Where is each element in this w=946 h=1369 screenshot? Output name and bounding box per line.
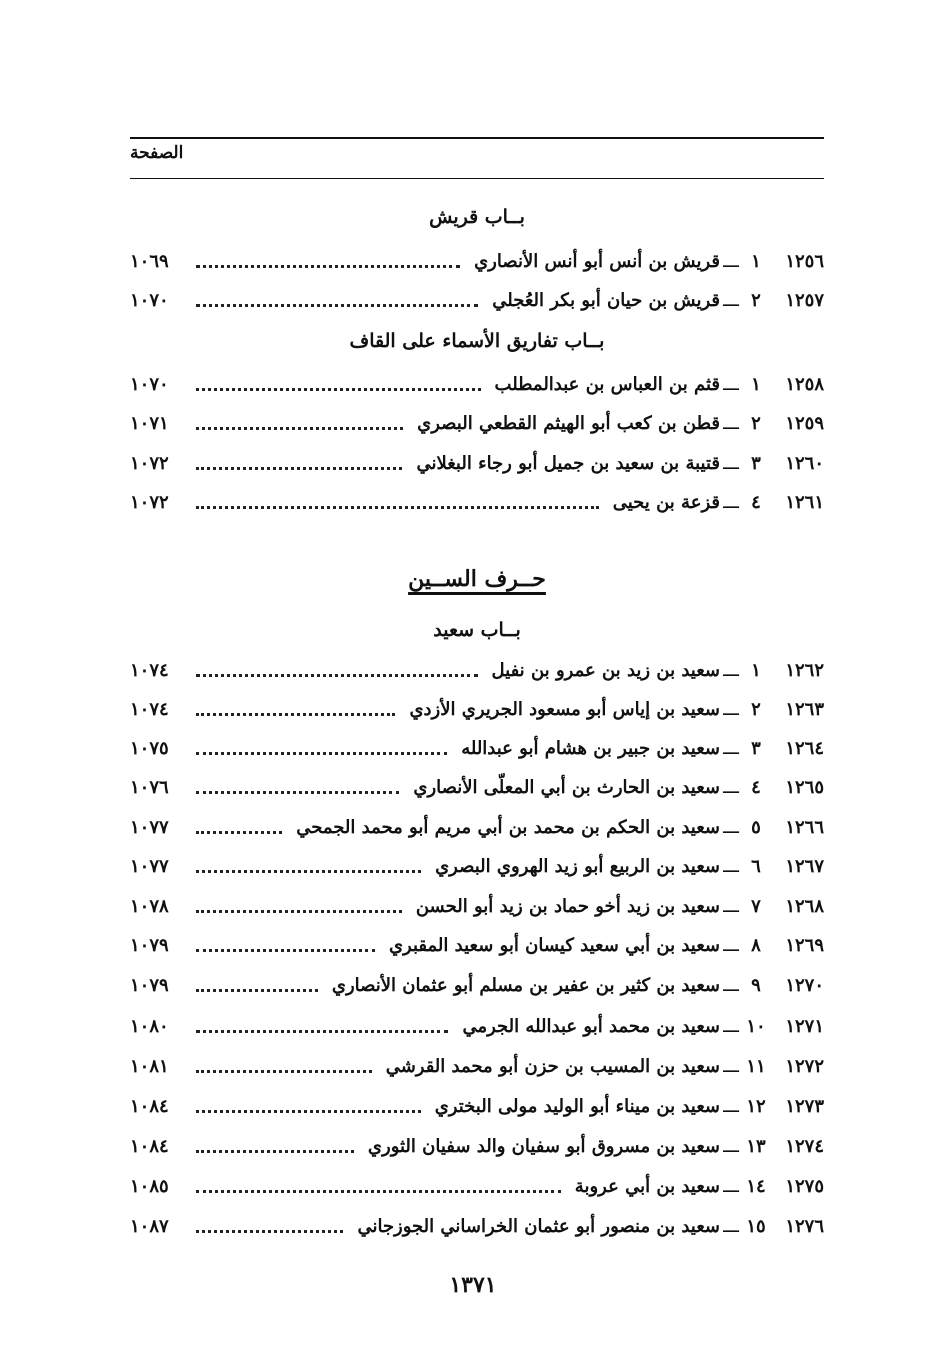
index-entry: ١٢٦٦ ٥ ـــ سعيد بن الحكم بن محمد بن أبي مريم أبو محمد الجمحي ١٠٧٧ — [130, 816, 824, 838]
index-entry: ١٢٦٧ ٦ ـــ سعيد بن الربيع أبو زيد الهروي البصري ١٠٧٧ — [130, 855, 824, 877]
index-entry: ١٢٥٨ ١ ـــ قثم بن العباس بن عبدالمطلب ١٠٧٠ — [130, 373, 824, 395]
section-heading-saeed: بــاب سعيد — [433, 619, 521, 641]
letter-heading-seen: حــرف الســين — [408, 566, 546, 592]
page-number: ١٣٧١ — [449, 1272, 497, 1298]
page-column-label: الصفحة — [130, 143, 184, 163]
leader-dots — [196, 1190, 561, 1193]
index-entry: ١٢٦٥ ٤ ـــ سعيد بن الحارث بن أبي المعلّى الأنصاري ١٠٧٦ — [130, 776, 824, 798]
leader-dots — [196, 1230, 343, 1233]
leader-dots — [196, 1070, 372, 1073]
leader-dots — [196, 467, 402, 470]
leader-dots — [196, 831, 282, 834]
leader-dots — [196, 949, 375, 952]
index-entry: ١٢٥٦ ١ ـــ قريش بن أنس أبو أنس الأنصاري ١٠٦٩ — [130, 250, 824, 272]
leader-dots — [196, 506, 599, 509]
leader-dots — [196, 910, 402, 913]
leader-dots — [196, 427, 403, 430]
leader-dots — [196, 1150, 354, 1153]
leader-dots — [196, 674, 478, 677]
section-heading-quraysh: بــاب قريش — [429, 206, 525, 228]
index-entry: ١٢٧٦ ١٥ ـــ سعيد بن منصور أبو عثمان الخراساني الجوزجاني ١٠٨٧ — [130, 1215, 824, 1237]
index-entry: ١٢٧٠ ٩ ـــ سعيد بن كثير بن عفير بن مسلم أبو عثمان الأنصاري ١٠٧٩ — [130, 974, 824, 996]
leader-dots — [196, 713, 395, 716]
leader-dots — [196, 1030, 448, 1033]
index-entry: ١٢٧٤ ١٣ ـــ سعيد بن مسروق أبو سفيان والد سفيان الثوري ١٠٨٤ — [130, 1135, 824, 1157]
leader-dots — [196, 388, 481, 391]
index-entry: ١٢٧١ ١٠ ـــ سعيد بن محمد أبو عبدالله الجرمي ١٠٨٠ — [130, 1015, 824, 1037]
index-entry: ١٢٦٢ ١ ـــ سعيد بن زيد بن عمرو بن نفيل ١٠٧٤ — [130, 659, 824, 681]
section-heading-misc-qaf: بــاب تفاريق الأسماء على القاف — [349, 330, 605, 352]
index-entry: ١٢٧٥ ١٤ ـــ سعيد بن أبي عروبة ١٠٨٥ — [130, 1175, 824, 1197]
header-rule — [130, 178, 824, 179]
leader-dots — [196, 989, 318, 992]
leader-dots — [196, 752, 447, 755]
leader-dots — [196, 304, 478, 307]
leader-dots — [196, 870, 421, 873]
index-entry: ١٢٦١ ٤ ـــ قزعة بن يحيى ١٠٧٢ — [130, 491, 824, 513]
leader-dots — [196, 265, 460, 268]
leader-dots — [196, 791, 399, 794]
index-entry: ١٢٧٣ ١٢ ـــ سعيد بن ميناء أبو الوليد مولى البختري ١٠٨٤ — [130, 1095, 824, 1117]
index-entry: ١٢٦٠ ٣ ـــ قتيبة بن سعيد بن جميل أبو رجاء البغلاني ١٠٧٢ — [130, 452, 824, 474]
index-entry: ١٢٥٩ ٢ ـــ قطن بن كعب أبو الهيثم القطعي البصري ١٠٧١ — [130, 412, 824, 434]
index-entry: ١٢٦٤ ٣ ـــ سعيد بن جبير بن هشام أبو عبدالله ١٠٧٥ — [130, 737, 824, 759]
index-entry: ١٢٧٢ ١١ ـــ سعيد بن المسيب بن حزن أبو محمد القرشي ١٠٨١ — [130, 1055, 824, 1077]
index-entry: ١٢٥٧ ٢ ـــ قريش بن حيان أبو بكر العُجلي ١٠٧٠ — [130, 289, 824, 311]
index-entry: ١٢٦٣ ٢ ـــ سعيد بن إياس أبو مسعود الجريري الأزدي ١٠٧٤ — [130, 698, 824, 720]
top-rule — [130, 137, 824, 139]
leader-dots — [196, 1110, 421, 1113]
index-entry: ١٢٦٩ ٨ ـــ سعيد بن أبي سعيد كيسان أبو سعيد المقبري ١٠٧٩ — [130, 934, 824, 956]
index-entry: ١٢٦٨ ٧ ـــ سعيد بن زيد أخو حماد بن زيد أبو الحسن ١٠٧٨ — [130, 895, 824, 917]
